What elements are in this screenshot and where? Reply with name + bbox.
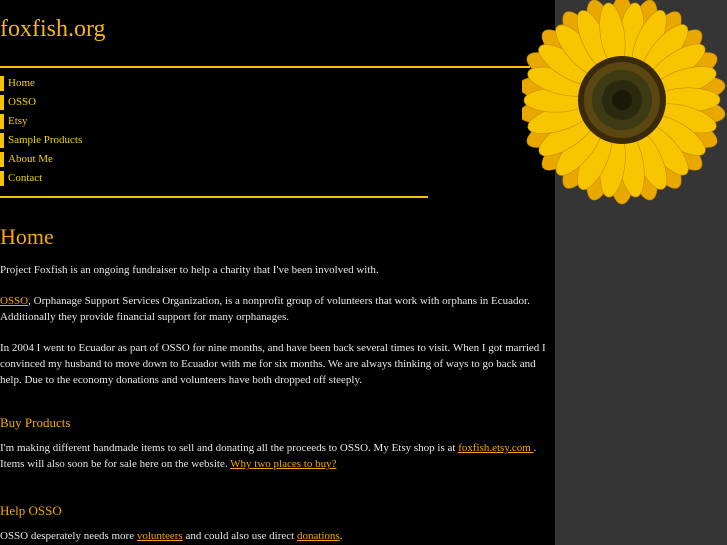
buy-paragraph (0, 440, 552, 472)
ecuador-paragraph: In 2004 I went to Ecuador as part of OSSO for nine months, and have been back several times to visit. When I got married I convinced my husband to move down to Ecuador with me for six months. We are always thinking of ways to go back and help. Due to the economy donations and volunteers have both dropped off steeply. (0, 342, 546, 386)
osso-paragraph (0, 293, 552, 325)
buy-text-1: I'm making different handmade items to sell and donating all the proceeds to OSSO. My Etsy shop is at (0, 442, 459, 454)
buy-text-2: . Items will also soon be for sale here on the website. (0, 442, 537, 470)
page-heading-home: Home (0, 224, 54, 249)
osso-link[interactable]: OSSO (0, 295, 29, 307)
help-text-1: OSSO desperately needs more (0, 530, 137, 542)
nav-item-sample-products[interactable]: Sample Products (0, 133, 82, 148)
help-text-3: . (339, 530, 343, 542)
nav-item-about-me[interactable]: About Me (0, 152, 82, 167)
nav-item-osso[interactable]: OSSO (0, 95, 82, 110)
section-heading-buy-products: Buy Products (0, 415, 71, 430)
nav-item-contact[interactable]: Contact (0, 171, 82, 186)
help-text-2: and could also use direct (182, 530, 297, 542)
donations-link[interactable]: donations (296, 530, 340, 542)
etsy-shop-link[interactable]: foxfish.etsy.com (458, 442, 534, 454)
intro-paragraph: Project Foxfish is an ongoing fundraiser to help a charity that I've been involved with. (0, 264, 379, 276)
nav-item-home[interactable]: Home (0, 76, 82, 91)
sunflower-image (522, 0, 727, 205)
osso-paragraph-text: , Orphanage Support Services Organization, is a nonprofit group of volunteers that work with orphans in Ecuador. Additionally they provide financial support for many orphanages. (0, 295, 530, 323)
main-nav (0, 76, 82, 190)
header-divider (0, 66, 530, 68)
nav-divider (0, 196, 428, 198)
section-heading-help-osso: Help OSSO (0, 503, 62, 518)
site-title[interactable]: foxfish.org (0, 16, 106, 42)
why-two-places-link[interactable]: Why two places to buy? (230, 458, 337, 470)
nav-item-etsy[interactable]: Etsy (0, 114, 82, 129)
main-content (0, 222, 552, 544)
volunteers-link[interactable]: volunteers (136, 530, 183, 542)
help-paragraph (0, 528, 552, 544)
